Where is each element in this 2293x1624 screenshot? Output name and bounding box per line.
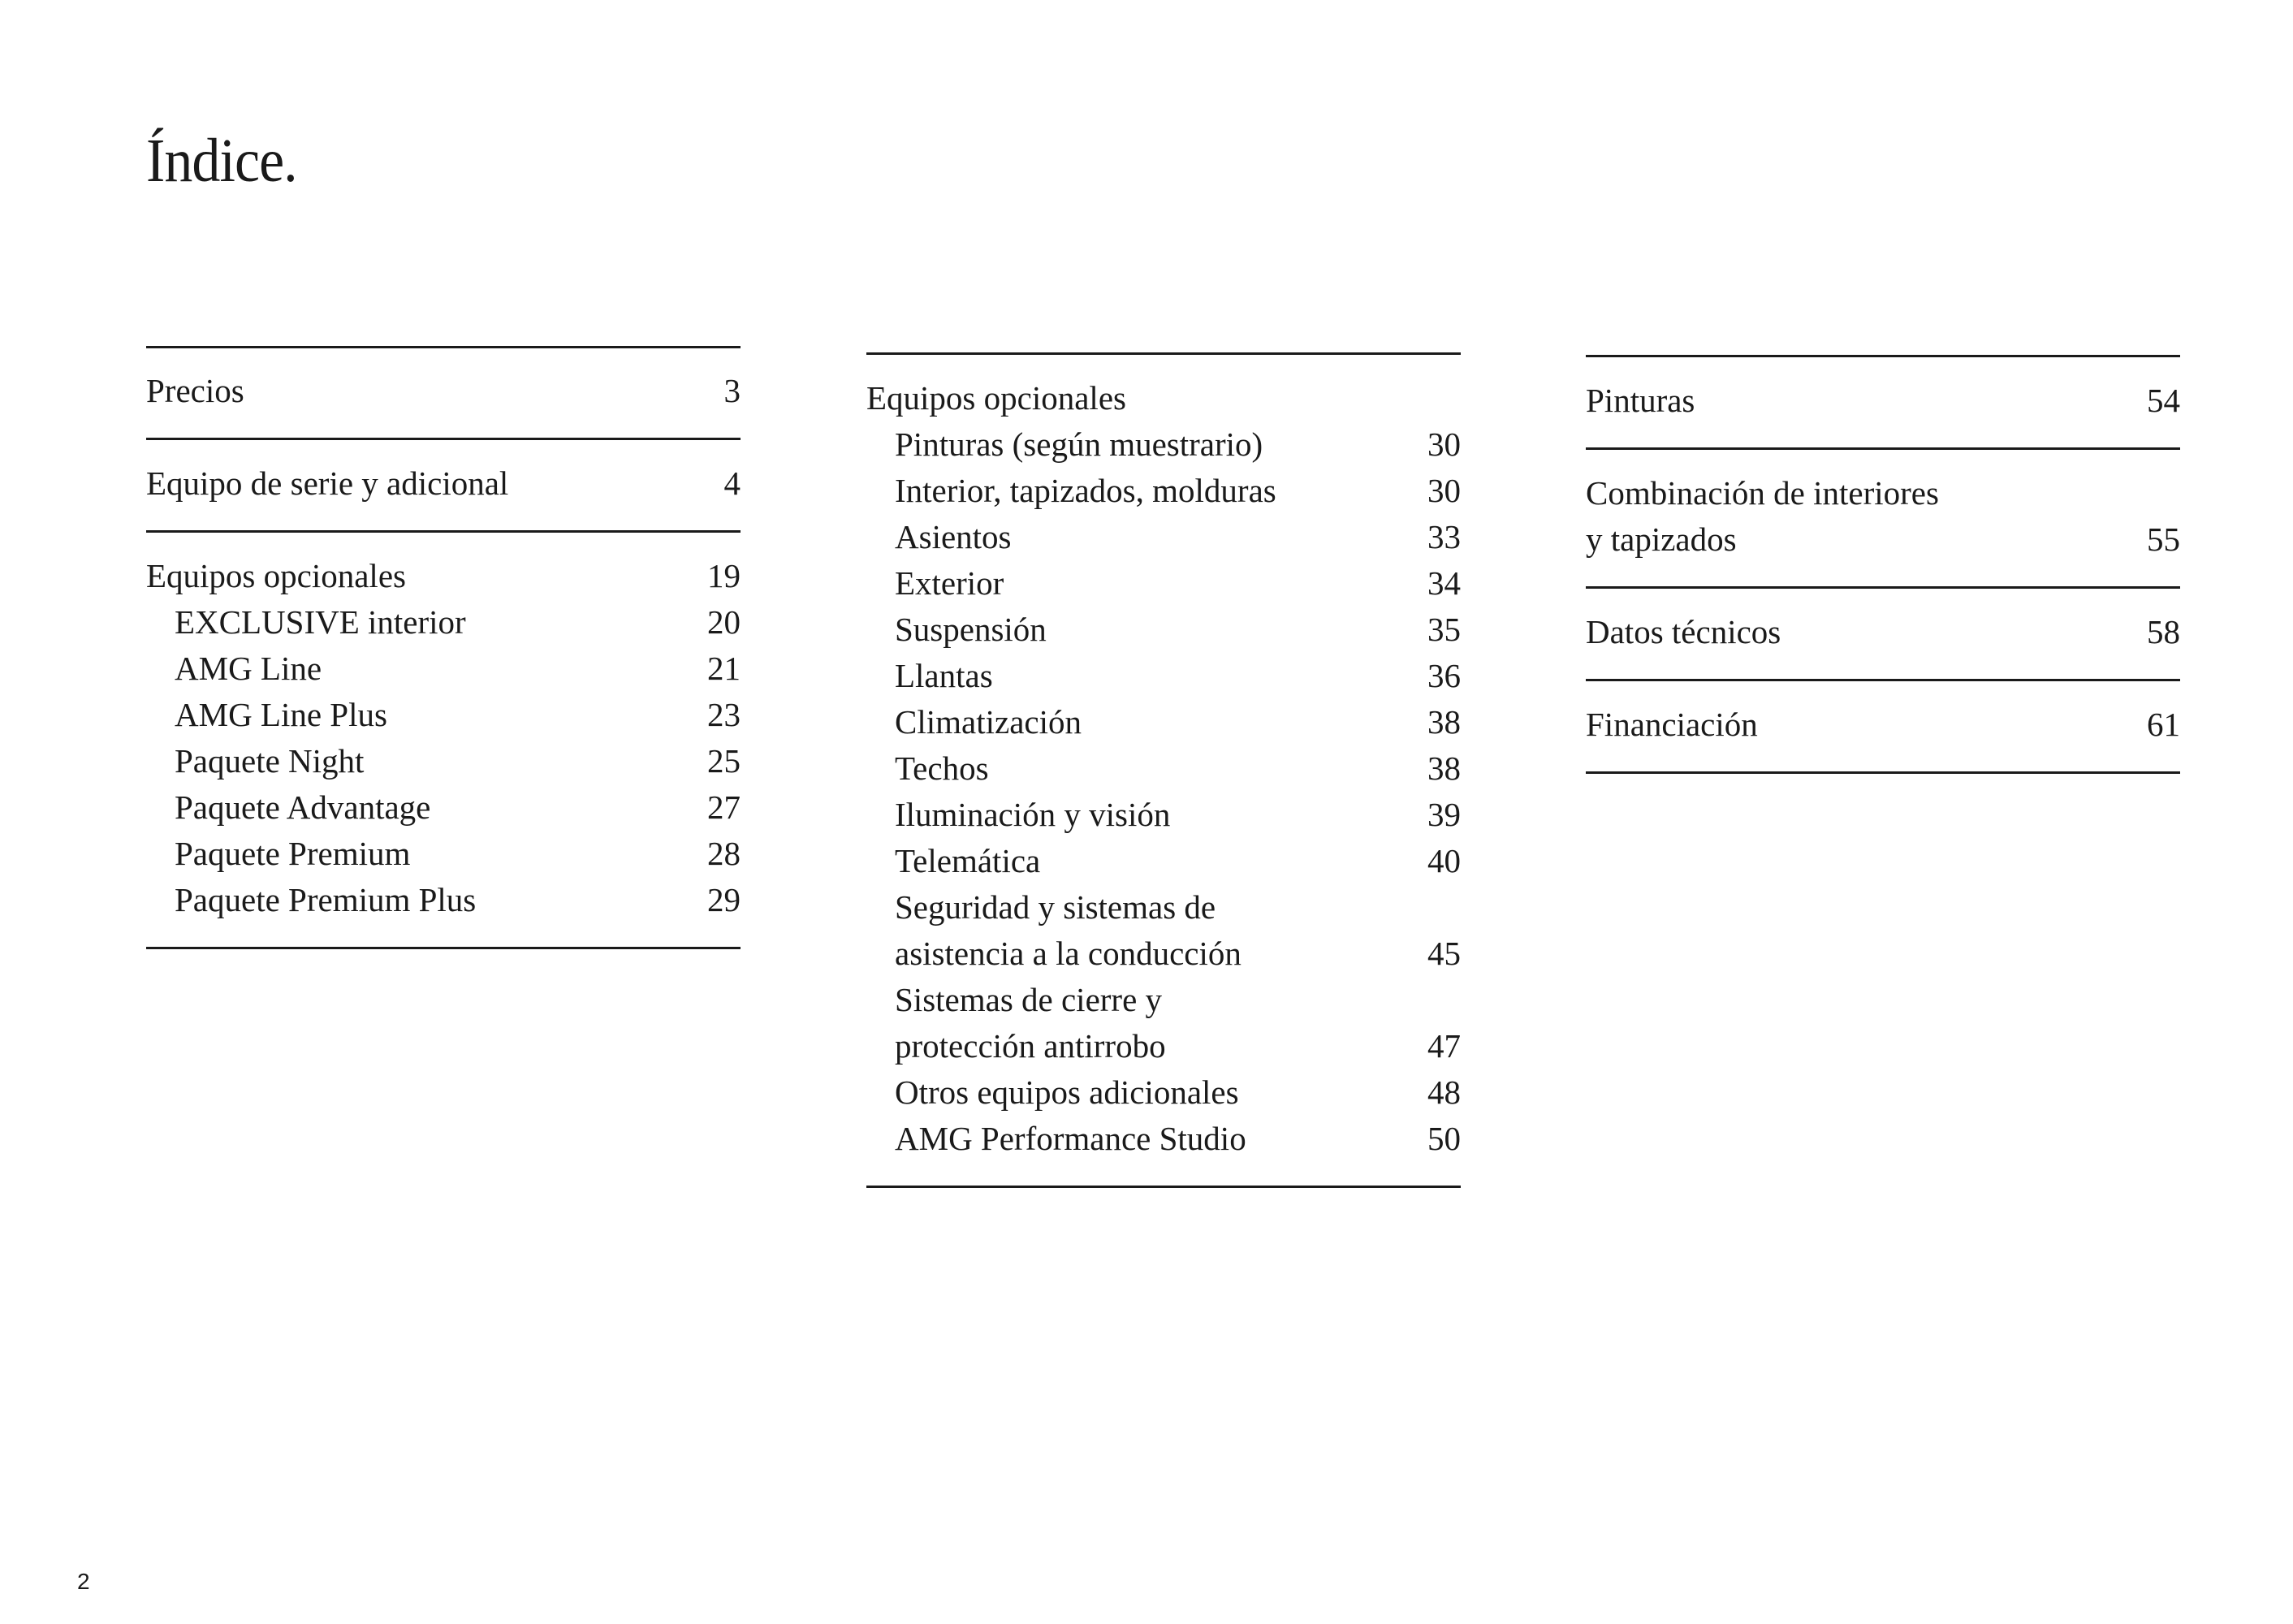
toc-entry-page: 20 bbox=[707, 603, 741, 641]
toc-entry-page: 35 bbox=[1427, 611, 1461, 648]
toc-entry-label: Iluminación y visión bbox=[895, 796, 1171, 833]
toc-subentry[interactable] bbox=[146, 599, 741, 646]
divider bbox=[866, 352, 1461, 355]
toc-entry-label: Combinación de interiores bbox=[1586, 474, 1939, 512]
divider bbox=[1586, 771, 2180, 774]
toc-entry-label: Equipos opcionales bbox=[146, 557, 406, 594]
toc-entry-page: 30 bbox=[1427, 472, 1461, 509]
toc-entry-page: 4 bbox=[723, 464, 741, 502]
toc-entry-page: 19 bbox=[707, 557, 741, 594]
toc-entry-page: 21 bbox=[707, 650, 741, 687]
toc-subentry[interactable] bbox=[866, 1069, 1461, 1116]
toc-entry-page: 29 bbox=[707, 881, 741, 918]
toc-entry-page: 33 bbox=[1427, 518, 1461, 555]
toc-entry-label: Techos bbox=[895, 749, 989, 787]
toc-entry-label: Paquete Premium Plus bbox=[175, 881, 477, 918]
page-number: 2 bbox=[77, 1569, 90, 1594]
toc-subentry[interactable] bbox=[866, 745, 1461, 792]
toc-entry-label: Precios bbox=[146, 372, 244, 409]
toc-entry-page: 40 bbox=[1427, 842, 1461, 879]
toc-entry-label: Sistemas de cierre y bbox=[895, 981, 1163, 1018]
toc-entry-label: Paquete Advantage bbox=[175, 788, 431, 826]
toc-subentry[interactable] bbox=[866, 792, 1461, 838]
toc-entry-label: Equipos opcionales bbox=[866, 379, 1126, 417]
toc-subentry[interactable] bbox=[146, 646, 741, 692]
toc-entry-page: 3 bbox=[723, 372, 741, 409]
toc-entry-page: 48 bbox=[1427, 1073, 1461, 1111]
toc-entry-page: 36 bbox=[1427, 657, 1461, 694]
toc-subentry[interactable] bbox=[146, 877, 741, 923]
divider bbox=[146, 438, 741, 440]
toc-entry-label: Exterior bbox=[895, 564, 1004, 602]
toc-entry-label: Seguridad y sistemas de bbox=[895, 888, 1216, 926]
toc-subentry[interactable] bbox=[866, 1116, 1461, 1162]
toc-entry-equipos-opcionales[interactable] bbox=[866, 375, 1461, 421]
toc-entry-page: 30 bbox=[1427, 425, 1461, 463]
toc-entry-page: 61 bbox=[2147, 706, 2180, 743]
toc-entry-label: AMG Line Plus bbox=[175, 696, 387, 733]
toc-subentry[interactable] bbox=[866, 931, 1461, 977]
toc-entry-page: 34 bbox=[1427, 564, 1461, 602]
toc-entry-equipos-opcionales[interactable] bbox=[146, 553, 741, 599]
toc-entry-label: asistencia a la conducción bbox=[895, 935, 1242, 972]
toc-entry-label: y tapizados bbox=[1586, 520, 1737, 558]
toc-entry-label: Equipo de serie y adicional bbox=[146, 464, 509, 502]
toc-entry-label: Otros equipos adicionales bbox=[895, 1073, 1239, 1111]
toc-entry-page: 25 bbox=[707, 742, 741, 780]
toc-entry-page: 38 bbox=[1427, 749, 1461, 787]
toc-subentry[interactable] bbox=[866, 1023, 1461, 1069]
toc-entry-precios[interactable] bbox=[146, 368, 741, 414]
page-title: Índice. bbox=[146, 127, 297, 195]
toc-entry-label: Datos técnicos bbox=[1586, 613, 1781, 650]
toc-subentry[interactable] bbox=[866, 884, 1461, 931]
toc-subentry[interactable] bbox=[146, 784, 741, 831]
toc-subentry[interactable] bbox=[866, 514, 1461, 560]
toc-entry-label: Llantas bbox=[895, 657, 993, 694]
divider bbox=[1586, 447, 2180, 450]
toc-entry-page: 28 bbox=[707, 835, 741, 872]
toc-subentry[interactable] bbox=[866, 699, 1461, 745]
toc-entry-combinacion[interactable] bbox=[1586, 470, 2180, 516]
toc-entry-combinacion-cont[interactable] bbox=[1586, 516, 2180, 563]
toc-entry-label: Asientos bbox=[895, 518, 1012, 555]
toc-entry-label: Climatización bbox=[895, 703, 1082, 741]
toc-entry-label: Pinturas bbox=[1586, 382, 1695, 419]
toc-entry-label: Interior, tapizados, molduras bbox=[895, 472, 1276, 509]
toc-entry-page: 39 bbox=[1427, 796, 1461, 833]
toc-entry-label: protección antirrobo bbox=[895, 1027, 1166, 1065]
toc-entry-page: 50 bbox=[1427, 1120, 1461, 1157]
toc-subentry[interactable] bbox=[146, 738, 741, 784]
divider bbox=[146, 530, 741, 533]
toc-entry-page: 45 bbox=[1427, 935, 1461, 972]
toc-subentry[interactable] bbox=[866, 977, 1461, 1023]
divider bbox=[866, 1186, 1461, 1188]
toc-entry-page: 47 bbox=[1427, 1027, 1461, 1065]
toc-entry-label: Pinturas (según muestrario) bbox=[895, 425, 1263, 463]
toc-entry-page: 38 bbox=[1427, 703, 1461, 741]
toc-entry-page: 54 bbox=[2147, 382, 2180, 419]
toc-entry-label: Paquete Night bbox=[175, 742, 365, 780]
toc-entry-label: AMG Performance Studio bbox=[895, 1120, 1246, 1157]
toc-entry-page: 58 bbox=[2147, 613, 2180, 650]
toc-subentry[interactable] bbox=[866, 653, 1461, 699]
divider bbox=[1586, 586, 2180, 589]
toc-entry-page: 27 bbox=[707, 788, 741, 826]
divider bbox=[1586, 679, 2180, 681]
toc-entry-pinturas[interactable] bbox=[1586, 378, 2180, 424]
toc-subentry[interactable] bbox=[866, 468, 1461, 514]
toc-entry-label: Paquete Premium bbox=[175, 835, 411, 872]
toc-subentry[interactable] bbox=[146, 692, 741, 738]
divider bbox=[1586, 355, 2180, 357]
toc-subentry[interactable] bbox=[866, 421, 1461, 468]
toc-subentry[interactable] bbox=[146, 831, 741, 877]
toc-entry-datos-tecnicos[interactable] bbox=[1586, 609, 2180, 655]
divider bbox=[146, 947, 741, 949]
toc-entry-page: 55 bbox=[2147, 520, 2180, 558]
toc-entry-label: Suspensión bbox=[895, 611, 1047, 648]
toc-entry-equipo-de-serie[interactable] bbox=[146, 460, 741, 507]
toc-entry-label: Financiación bbox=[1586, 706, 1758, 743]
divider bbox=[146, 346, 741, 348]
toc-entry-page: 23 bbox=[707, 696, 741, 733]
toc-subentry[interactable] bbox=[866, 560, 1461, 607]
toc-subentry[interactable] bbox=[866, 838, 1461, 884]
toc-entry-label: AMG Line bbox=[175, 650, 322, 687]
toc-entry-financiacion[interactable] bbox=[1586, 702, 2180, 748]
toc-entry-label: Telemática bbox=[895, 842, 1041, 879]
toc-subentry[interactable] bbox=[866, 607, 1461, 653]
toc-entry-label: EXCLUSIVE interior bbox=[175, 603, 466, 641]
